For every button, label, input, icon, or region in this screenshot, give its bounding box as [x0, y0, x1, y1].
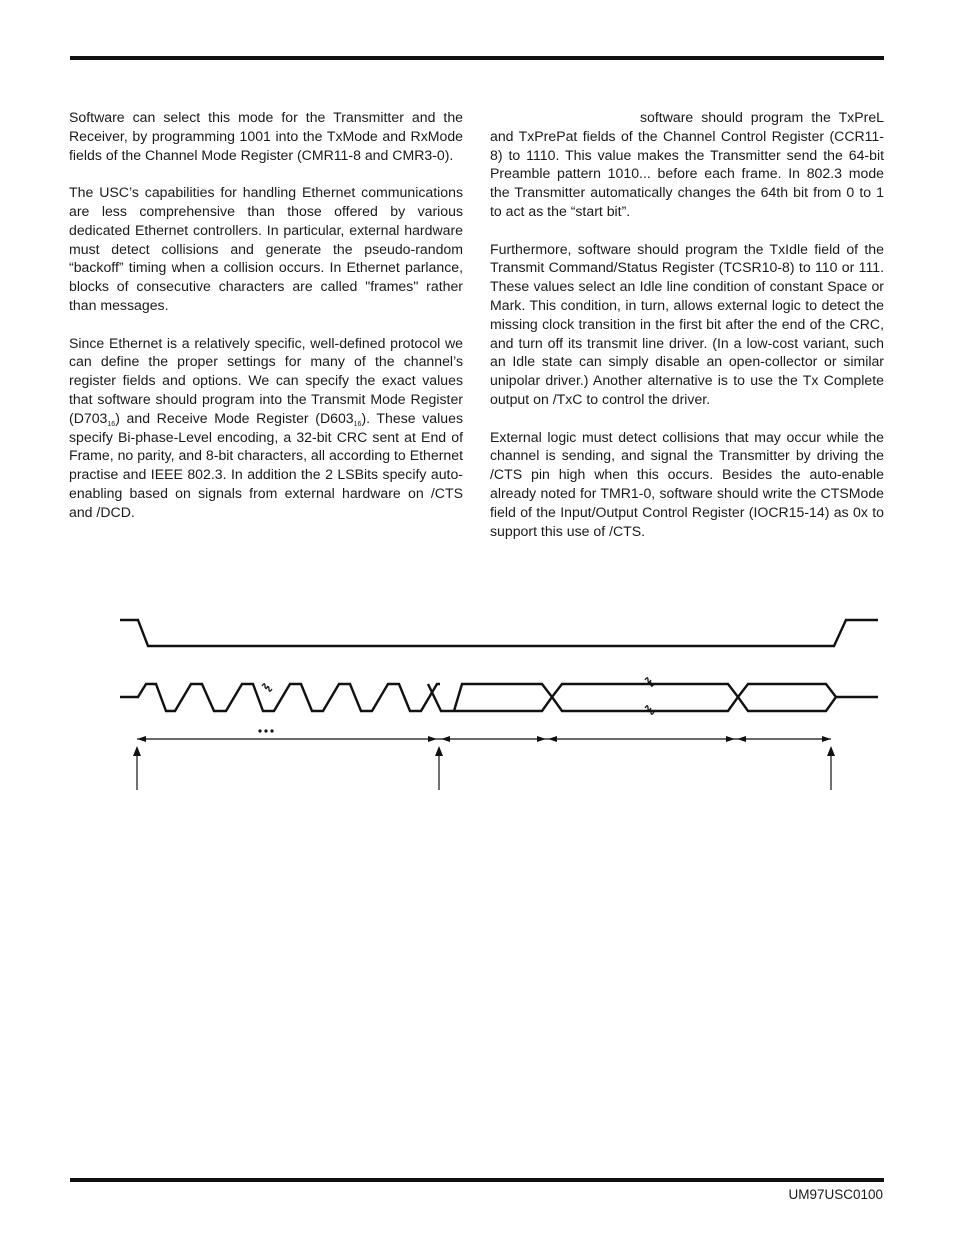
paragraph-capabilities: The USC’s capabilities for handling Ethernet communications are less comprehensive than those offered by various dedicated Ethernet controllers. In particular, external hardware must detect collisions and generate the pseudo-random “backoff” timing when a collision occurs. In Ethernet parlance, blocks of consecutive characters are called "frames" rather than messages.: [69, 184, 463, 313]
arrow-right-preamble: [428, 736, 437, 742]
header-rule: [70, 56, 884, 60]
paragraph-idle: Furthermore, software should program the TxIdle field of the Transmit Command/Status Register (TCSR10-8) to 110 or 111. These values select an Idle line condition of constant Space or Mark. This condition, in turn, allows external logic to detect the missing clock transition in the first bit after the end of the CRC, and turn off its transmit line driver. (In a low-cost variant, such an Idle state can simply disable an open-collector or similar unipolar driver.) Another alternative is to use the Tx Complete output on /TxC to control the driver.: [490, 240, 884, 407]
text-run: Since Ethernet is a relatively specific, well-defined protocol we can define the proper settings for many of the channel’s register fields and options. We can specify the exact values that software should program into the Transmit Mode Register (D703: [69, 334, 463, 426]
footer-rule: [70, 1178, 884, 1182]
arrow-right-seg3: [726, 736, 735, 742]
text-run: ) and Receive Mode Register (D603: [115, 409, 354, 426]
left-text-column: [69, 108, 463, 540]
paragraph-collisions: External logic must detect collisions that may occur while the channel is sending, and signal the Transmitter by driving the /CTS pin high when this occurs. Besides the auto-enable already noted for TMR1-0, software should write the CTSMode field of the Input/Output Control Register (IOCR15-14) as 0x to support this use of /CTS.: [490, 428, 884, 539]
subscript-hex: 16: [353, 420, 362, 428]
arrow-left-seg2: [441, 736, 450, 742]
arrow-left-preamble: [137, 736, 146, 742]
timing-diagram: [0, 600, 954, 800]
preamble-waveform: [120, 684, 440, 711]
arrow-right-seg2: [537, 736, 546, 742]
document-code: UM97USC0100: [788, 1187, 883, 1202]
marker-sfd-arrowhead: [435, 746, 443, 756]
paragraph-mode-select: Software can select this mode for the Transmitter and the Receiver, by programming 1001 into the TxMode and RxMode fields of the Channel Mode Register (CMR11-8 and CMR3-0).: [69, 109, 463, 163]
break-mark-preamble: [262, 684, 272, 692]
paragraph-preamble: software should program the TxPreL and TxPrePat fields of the Channel Control Register (CCR11-8) to 1110. This value makes the Transmitter send the 64-bit Preamble pattern 1010... before each frame. In 802.3 mode the Transmitter automatically changes the 64th bit from 0 to 1 to act as the “start bit”.: [490, 109, 884, 219]
data-waveform: [428, 684, 836, 711]
subscript-hex: 16: [107, 420, 116, 428]
arrow-left-seg3: [548, 736, 557, 742]
arrow-left-seg4: [737, 736, 746, 742]
marker-start-arrowhead: [133, 746, 141, 756]
paragraph-register-settings: [69, 334, 463, 522]
control-signal-waveform: [120, 620, 878, 646]
ellipsis-dots: [258, 729, 273, 732]
text-run: ). These values specify Bi-phase-Level encoding, a 32-bit CRC sent at End of Frame, no parity, and 8-bit characters, all according to Ethernet practise and IEEE 802.3. In addition the 2 LSBits specify auto-enabling based on signals from external hardware on /CTS and /DCD.: [69, 409, 463, 520]
arrow-right-seg4: [822, 736, 831, 742]
right-text-column: [490, 108, 884, 559]
marker-end-arrowhead: [827, 746, 835, 756]
